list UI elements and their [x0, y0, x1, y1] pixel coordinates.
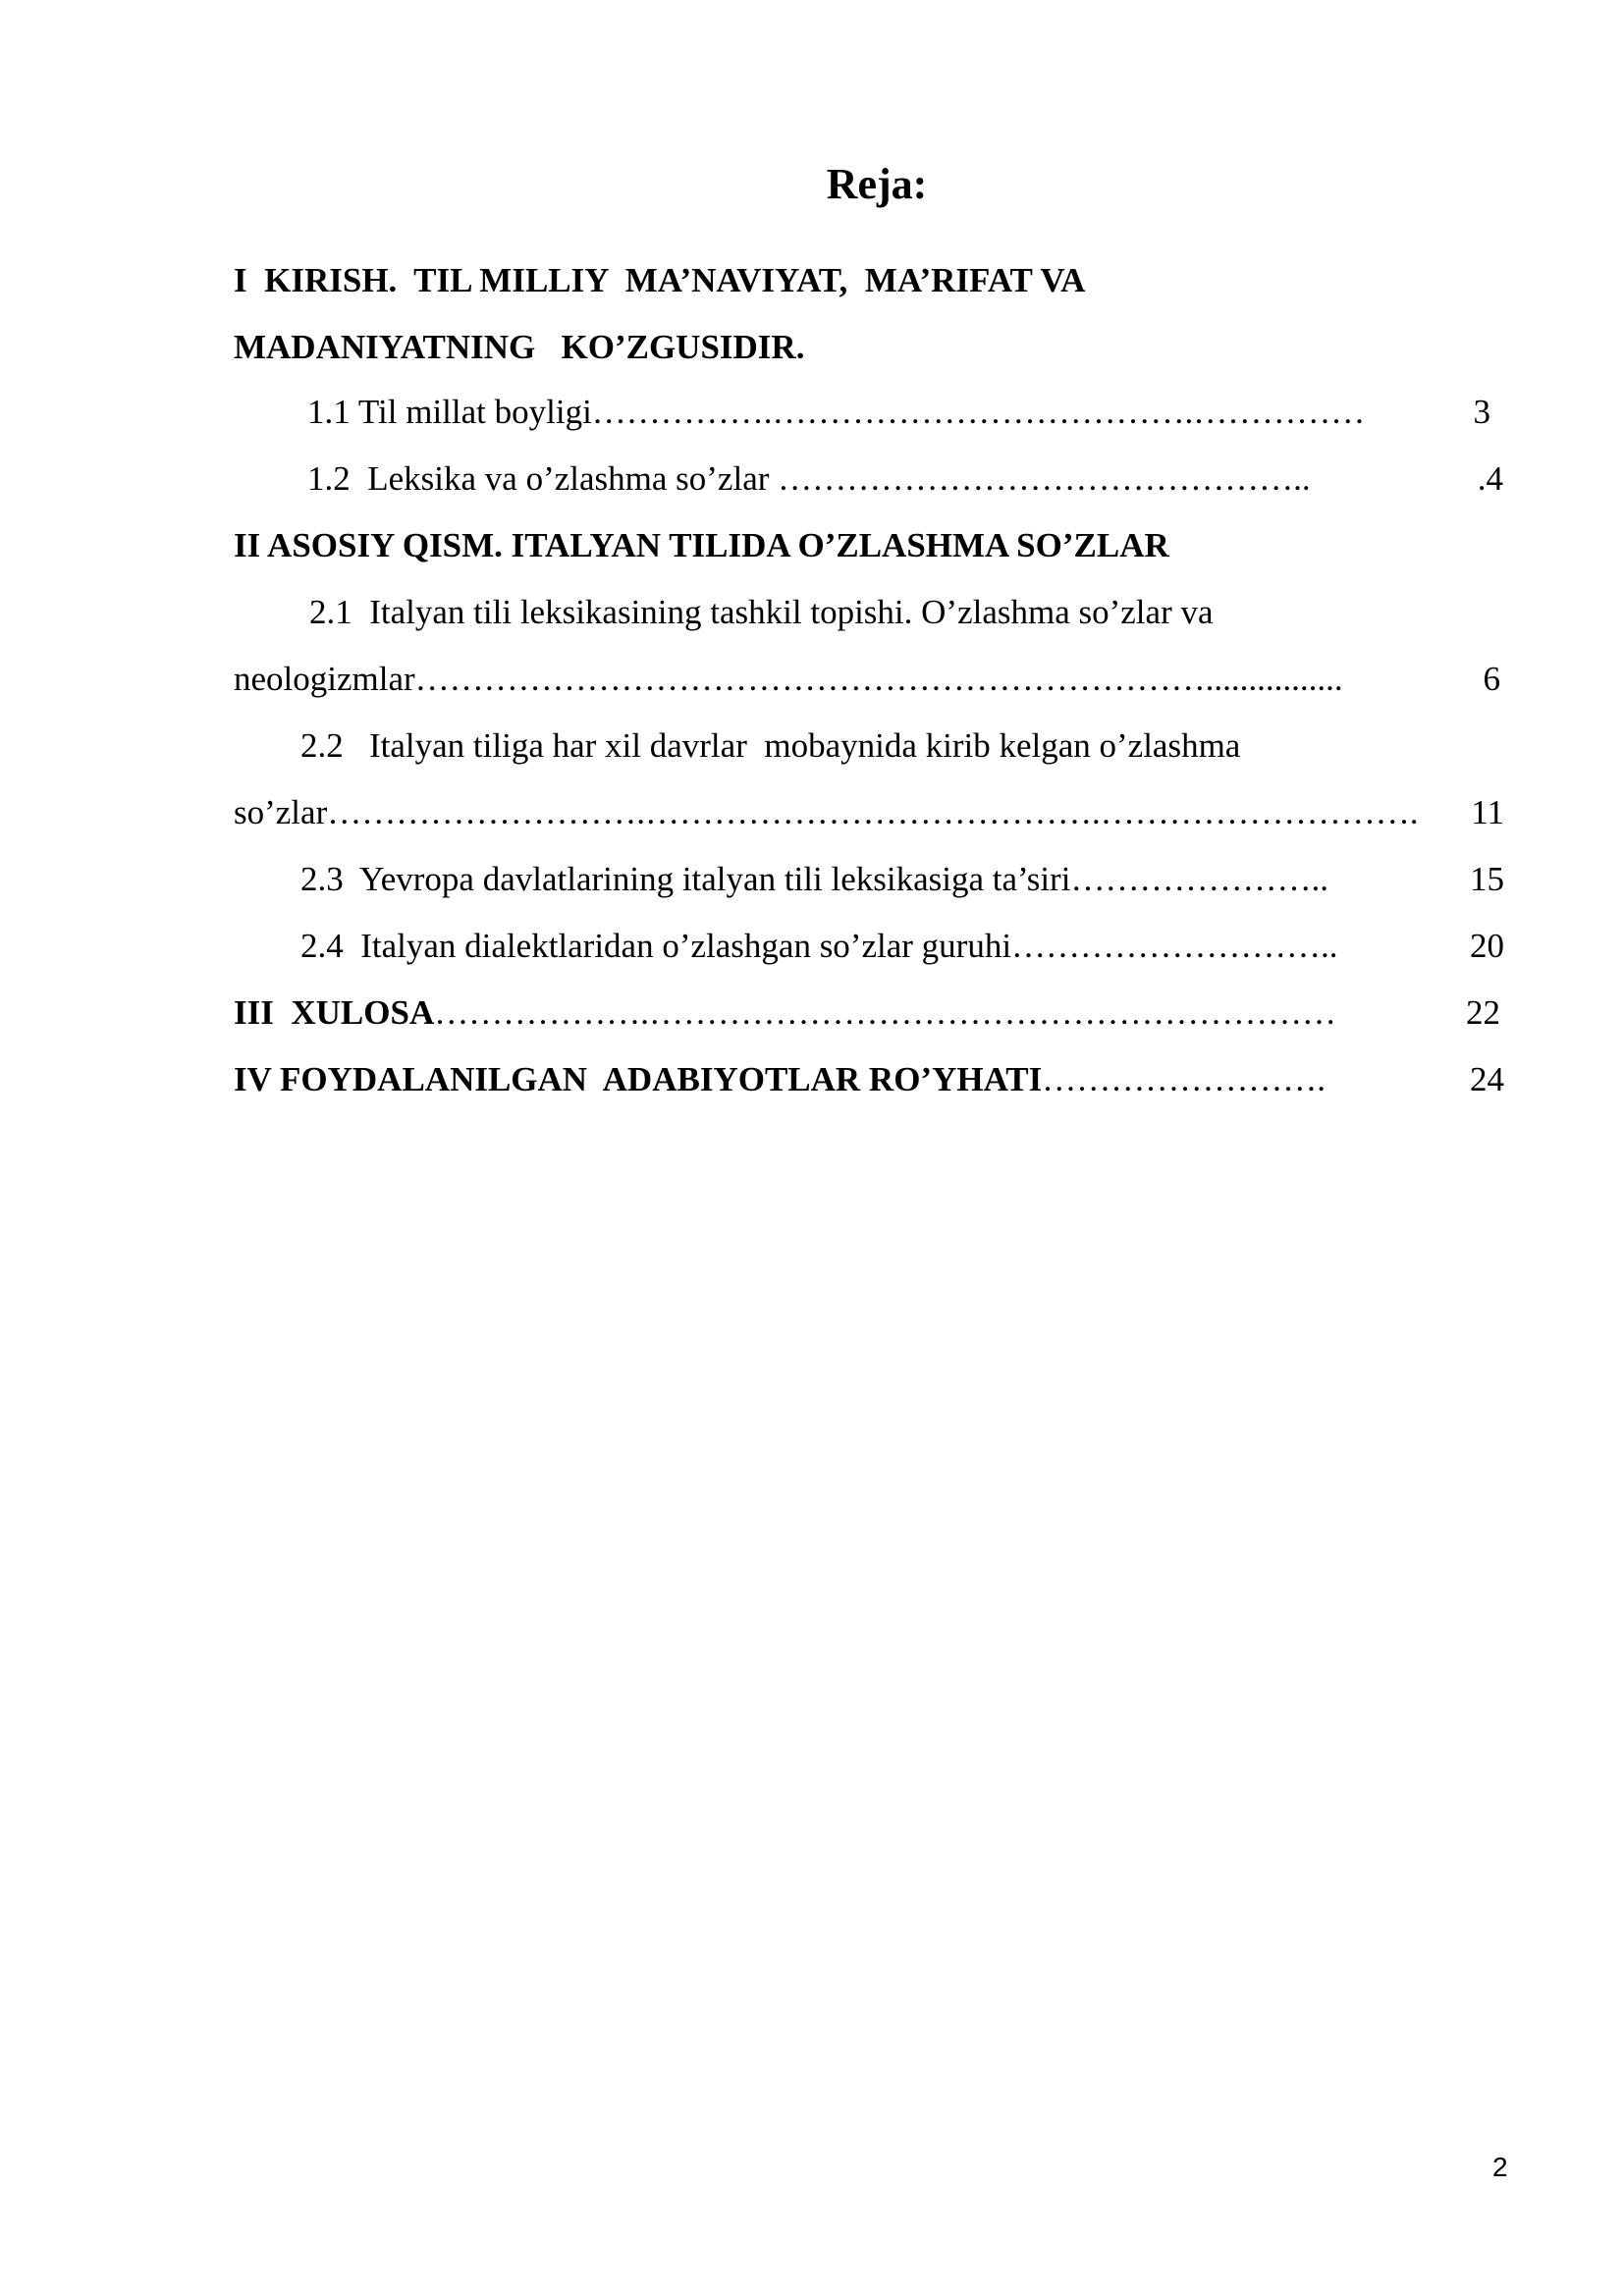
toc-entry-label: IV FOYDALANILGAN ADABIYOTLAR RO’YHATI — [234, 1060, 1043, 1098]
toc-page-number: 6 — [1483, 660, 1500, 698]
toc-section-3 — [234, 989, 1500, 1037]
toc-page-number: 20 — [1470, 927, 1504, 965]
toc-entry-label: 1.2 Leksika va o’zlashma so’zlar — [307, 459, 779, 498]
toc-entry-1-2 — [307, 455, 1503, 503]
toc-entry-1-1 — [307, 389, 1490, 436]
toc-page-number: 22 — [1466, 993, 1500, 1032]
toc-page-number: 3 — [1473, 393, 1490, 431]
toc-entry-2-4 — [300, 923, 1504, 970]
toc-dot-leader: ……………………….. — [1011, 927, 1338, 965]
toc-dot-leader: …………….……………………………….…………… — [591, 393, 1366, 431]
toc-entry-label: 1.1 Til millat boyligi — [307, 393, 592, 431]
toc-entry-label: neologizmlar — [234, 660, 415, 698]
toc-page-number: 15 — [1470, 860, 1504, 898]
toc-entry-2-1-line1: 2.1 Italyan tili leksikasining tashkil topishi. O’zlashma so’zlar va — [309, 593, 1214, 631]
toc-entry-label: 2.3 Yevropa davlatlarining italyan tili leksikasiga ta’siri — [300, 860, 1071, 898]
toc-entry-2-1-line2 — [234, 656, 1500, 703]
toc-entry-2-2-line2 — [234, 789, 1504, 836]
toc-entry-label: 2.4 Italyan dialektlaridan o’zlashgan so’zlar guruhi — [300, 927, 1012, 965]
toc-section-4 — [234, 1056, 1504, 1103]
toc-section-2-heading: II ASOSIY QISM. ITALYAN TILIDA O’ZLASHMA SO’ZLAR — [234, 526, 1169, 564]
toc-entry-2-2-line1: 2.2 Italyan tiliga har xil davrlar mobaynida kirib kelgan o’zlashma — [300, 726, 1241, 765]
toc-dot-leader: ……………………………………………………………................ — [414, 660, 1343, 698]
toc-section-1-heading-line2: MADANIYATNING KO’ZGUSIDIR. — [234, 328, 805, 366]
toc-entry-label: so’zlar — [234, 793, 328, 831]
toc-entry-2-3 — [300, 856, 1504, 903]
toc-dot-leader: ………………….. — [1070, 860, 1328, 898]
toc-dot-leader: ……………………….………………………………….………………………. — [327, 793, 1419, 831]
toc-dot-leader: ……………….…………………………………………………… — [434, 993, 1336, 1032]
toc-dot-leader: ……………………. — [1042, 1060, 1326, 1098]
toc-page-number: 11 — [1471, 793, 1504, 831]
page-title: Reja: — [826, 160, 928, 208]
toc-dot-leader: ……………………………………….. — [778, 459, 1311, 498]
toc-section-1-heading-line1: I KIRISH. TIL MILLIY MA’NAVIYAT, MA’RIFAT VA — [234, 261, 1086, 299]
page-number: 2 — [1492, 2152, 1508, 2182]
toc-entry-label: III XULOSA — [234, 993, 435, 1032]
toc-page-number: .4 — [1477, 459, 1503, 498]
toc-page-number: 24 — [1470, 1060, 1504, 1098]
